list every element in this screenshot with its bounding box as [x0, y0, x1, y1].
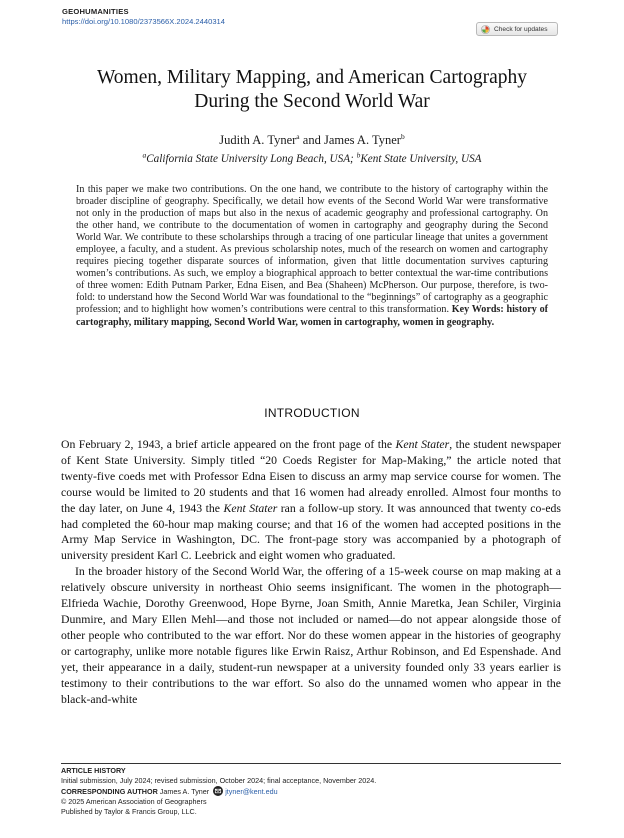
article-history-text: Initial submission, July 2024; revised submission, October 2024; final acceptance, November 2024. [61, 776, 377, 785]
check-for-updates-label: Check for updates [494, 25, 548, 33]
author-list [0, 133, 624, 148]
publisher: Published by Taylor & Francis Group, LLC. [61, 807, 197, 816]
p1-text-c: ran a follow-up story. It was announced that twenty co-eds had completed the 60-hour map making course; and that 16 of the women had accepted positions in the Army Map Service in Washington, DC. The front-page story was accompanied by a photograph of university president Karl C. Leebrick and eight women who graduated. [61, 501, 561, 563]
p1-text-a: On February 2, 1943, a brief article appeared on the front page of the [61, 438, 396, 451]
article-title [40, 66, 584, 114]
p1-text-b: , the student newspaper of Kent State University. Simply titled “20 Coeds Register for Map-Making,” the article noted that twenty-five coeds met with Professor Edna Eisen to discuss an army map service course for women. The course would be limited to 20 students and that 16 women had already enrolled. Almost four months to the day later, on June 4, 1943 the [61, 438, 561, 515]
author-2-affil-mark: b [400, 131, 405, 141]
affiliation-b: Kent State University, USA [360, 153, 482, 165]
check-for-updates-button[interactable] [476, 22, 558, 36]
body-text [61, 437, 561, 707]
kent-stater-title-2: Kent Stater [223, 501, 278, 515]
author-2: James A. Tyner [323, 133, 401, 147]
journal-name: GEOHUMANITIES [62, 7, 129, 16]
article-history-label: ARTICLE HISTORY [61, 766, 126, 775]
paragraph-2: In the broader history of the Second World War, the offering of a 15-week course on map making at a relatively obscure university in northeast Ohio seems insignificant. The women in the photograph—Elfrieda Wachie, Dorothy Greenwood, Hope Byrne, Joan Smith, Annie Maretka, Jean Schiler, Virginia Dunmire, and Mary Ellen Mehl—and those not included or named—do not appear alongside those of other people who contributed to the war effort. Nor do these women appear in the histories of geography or cartography, unlike more notable figures like Erwin Raisz, Arthur Robinson, and Ed Espenshade. And yet, their appearance in a daily, student-run newspaper at a university founded only 33 years earlier is testimony to their contributions to the war effort. So also do the unnamed women who appear in the black-and-white [61, 565, 561, 706]
envelope-icon [213, 786, 223, 796]
journal-header [62, 7, 225, 26]
corresponding-author [61, 786, 376, 797]
abstract [76, 184, 548, 329]
doi-link[interactable]: https://doi.org/10.1080/2373566X.2024.2440314 [62, 16, 225, 26]
author-1: Judith A. Tyner [219, 133, 297, 147]
title-line-2: During the Second World War [194, 91, 430, 112]
paragraph-1 [61, 437, 561, 564]
article-footer [61, 766, 376, 817]
corresponding-email[interactable]: jtyner@kent.edu [225, 787, 278, 796]
author-separator: and [299, 133, 324, 147]
corresponding-name: James A. Tyner [157, 787, 212, 796]
affil-mark-a: a [142, 150, 147, 160]
affil-mark-b: b [356, 150, 361, 160]
abstract-text: In this paper we make two contributions. On the one hand, we contribute to the history of cartography within the broader discipline of geography. Specifically, we detail how events of the Second World War were transformative not only in the production of maps but also in the nexus of academic geography and professional cartography. On the other hand, we contribute to the documentation of women in cartography and geography during the Second World War. We contribute to these scholarships through a tracing of one particular lineage that unites a government employee, a faculty, and a student. As previous scholarship notes, much of the research on women and cartography requires piecing together disparate sources of information, given that little documentation survives capturing women’s contributions. As such, we employ a biographical approach to better contextual the war-time contributions of three women: Edith Putnam Parker, Edna Eisen, and Bea (Shaheen) McPherson. Our purpose, therefore, is two-fold: to understand how the Second World War was foundational to the “beginnings” of cartography as a geographic profession; and to highlight how women’s contributions were central to this transformation. [76, 184, 548, 316]
check-for-updates-icon [481, 25, 490, 34]
title-line-1: Women, Military Mapping, and American Cartography [96, 67, 528, 88]
section-heading-introduction: INTRODUCTION [264, 406, 360, 420]
affiliations [0, 150, 624, 165]
author-1-affil-mark: a [296, 131, 300, 141]
keywords: Key Words: history of cartography, military mapping, Second World War, women in cartography, women in geography. [76, 304, 548, 328]
corresponding-label: CORRESPONDING AUTHOR [61, 787, 158, 796]
affiliation-a: California State University Long Beach, USA; [146, 153, 357, 165]
footer-divider [61, 763, 561, 764]
kent-stater-title: Kent Stater [395, 438, 450, 451]
copyright: © 2025 American Association of Geographers [61, 797, 207, 806]
